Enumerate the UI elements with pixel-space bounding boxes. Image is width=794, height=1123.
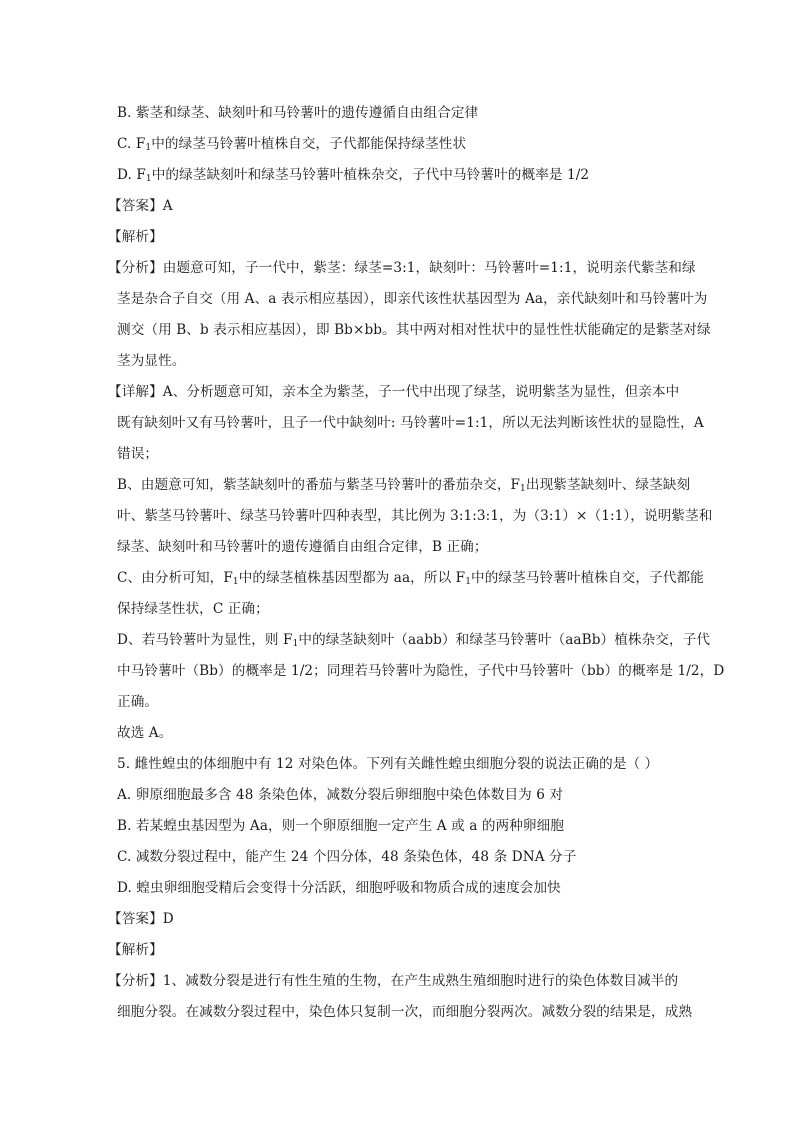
q5-option-c: C. 减数分裂过程中，能产生 24 个四分体，48 条染色体，48 条 DNA 分子 bbox=[117, 849, 577, 865]
q4-option-b: B. 紫茎和绿茎、缺刻叶和马铃薯叶的遗传遵循自由组合定律 bbox=[117, 105, 479, 121]
q4-detail-line: 【详解】A、分析题意可知，亲本全为紫茎，子一代中出现了绿茎，说明紫茎为显性，但亲本中 bbox=[108, 384, 680, 400]
q4-detail-c-subscript: 1 bbox=[232, 577, 239, 587]
q4-detail-b-line3: 绿茎、缺刻叶和马铃薯叶的遗传遵循自由组合定律，B 正确； bbox=[117, 539, 488, 555]
q4-option-c-text-rest: 中的绿茎马铃薯叶植株自交，子代都能保持绿茎性状 bbox=[151, 136, 467, 152]
q4-analysis-line: 茎是杂合子自交（用 A、a 表示相应基因），即亲代该性状基因型为 Aa，亲代缺刻叶和马铃薯叶为 bbox=[117, 291, 708, 307]
q4-detail-b-line2: 叶、紫茎马铃薯叶、绿茎马铃薯叶四种表型，其比例为 3:1:3:1，为（3:1）×（1:1），说明紫茎和 bbox=[117, 508, 713, 524]
q4-option-d-subscript: 1 bbox=[145, 174, 152, 184]
q5-option-a: A. 卵原细胞最多含 48 条染色体，减数分裂后卵细胞中染色体数目为 6 对 bbox=[117, 787, 564, 803]
q5-analysis-line: 【分析】1、减数分裂是进行有性生殖的生物，在产生成熟生殖细胞时进行的染色体数目减半的 bbox=[108, 973, 679, 989]
q4-analysis-line: 【分析】由题意可知，子一代中，紫茎：绿茎=3:1，缺刻叶：马铃薯叶=1:1，说明亲代紫茎和绿 bbox=[108, 260, 696, 276]
q4-detail-b-line1 bbox=[117, 475, 717, 499]
q4-detail-c-text-mid: 中的绿茎植株基因型都为 aa，所以 F bbox=[238, 570, 466, 586]
q5-option-d: D. 蝗虫卵细胞受精后会变得十分活跃，细胞呼吸和物质合成的速度会加快 bbox=[117, 880, 561, 896]
q4-detail-b-text: B、由题意可知，紫茎缺刻叶的番茄与紫茎马铃薯叶的番茄杂交，F bbox=[117, 477, 521, 493]
q5-stem: 5. 雌性蝗虫的体细胞中有 12 对染色体。下列有关雌性蝗虫细胞分裂的说法正确的是（ ） bbox=[117, 756, 659, 772]
q4-option-c-text: C. F bbox=[117, 136, 146, 152]
q4-detail-line: 错误； bbox=[117, 446, 159, 462]
q4-option-d bbox=[117, 165, 717, 189]
q4-detail-c-text-rest: 中的绿茎马铃薯叶植株自交，子代都能 bbox=[471, 570, 704, 586]
q4-detail-d-line3: 正确。 bbox=[117, 694, 159, 710]
q5-analysis-heading: 【解析】 bbox=[108, 942, 163, 958]
q4-option-d-text-rest: 中的绿茎缺刻叶和绿茎马铃薯叶植株杂交，子代中马铃薯叶的概率是 1/2 bbox=[151, 167, 590, 183]
q5-answer: 【答案】D bbox=[108, 911, 174, 927]
q4-detail-b-text-rest: 出现紫茎缺刻叶、绿茎缺刻 bbox=[525, 477, 691, 493]
q4-detail-c-subscript-2: 1 bbox=[465, 577, 472, 587]
q4-analysis-line: 测交（用 B、b 表示相应基因），即 Bb×bb。其中两对相对性状中的显性性状能确定的是紫茎对绿 bbox=[117, 322, 711, 338]
q4-detail-d-subscript: 1 bbox=[292, 639, 299, 649]
q4-detail-d-text-rest: 中的绿茎缺刻叶（aabb）和绿茎马铃薯叶（aaBb）植株杂交，子代 bbox=[298, 632, 711, 648]
q4-option-c-subscript: 1 bbox=[145, 143, 152, 153]
q4-detail-d-text: D、若马铃薯叶为显性，则 F bbox=[117, 632, 293, 648]
q4-detail-c-text: C、由分析可知，F bbox=[117, 570, 233, 586]
q5-option-b: B. 若某蝗虫基因型为 Aa，则一个卵原细胞一定产生 A 或 a 的两种卵细胞 bbox=[117, 818, 565, 834]
q4-conclusion: 故选 A。 bbox=[117, 725, 173, 741]
q4-detail-c-line2: 保持绿茎性状，C 正确； bbox=[117, 601, 269, 617]
q4-analysis-heading: 【解析】 bbox=[108, 229, 163, 245]
q5-analysis-line: 细胞分裂。在减数分裂过程中，染色体只复制一次，而细胞分裂两次。减数分裂的结果是，成熟 bbox=[117, 1004, 693, 1020]
q4-analysis-line: 茎为显性。 bbox=[117, 353, 186, 369]
q4-detail-c-line1 bbox=[117, 568, 717, 592]
q4-answer: 【答案】A bbox=[108, 198, 173, 214]
q4-option-c bbox=[117, 134, 717, 158]
q4-option-d-text: D. F bbox=[117, 167, 146, 183]
q4-detail-b-subscript: 1 bbox=[520, 484, 526, 494]
q4-detail-d-line2: 中马铃薯叶（Bb）的概率是 1/2；同理若马铃薯叶为隐性，子代中马铃薯叶（bb）的概率是 1/2，D bbox=[117, 663, 725, 679]
q4-detail-d-line1 bbox=[117, 630, 717, 654]
q4-detail-line: 既有缺刻叶又有马铃薯叶，且子一代中缺刻叶: 马铃薯叶=1:1，所以无法判断该性状的显隐性，A bbox=[117, 415, 704, 431]
